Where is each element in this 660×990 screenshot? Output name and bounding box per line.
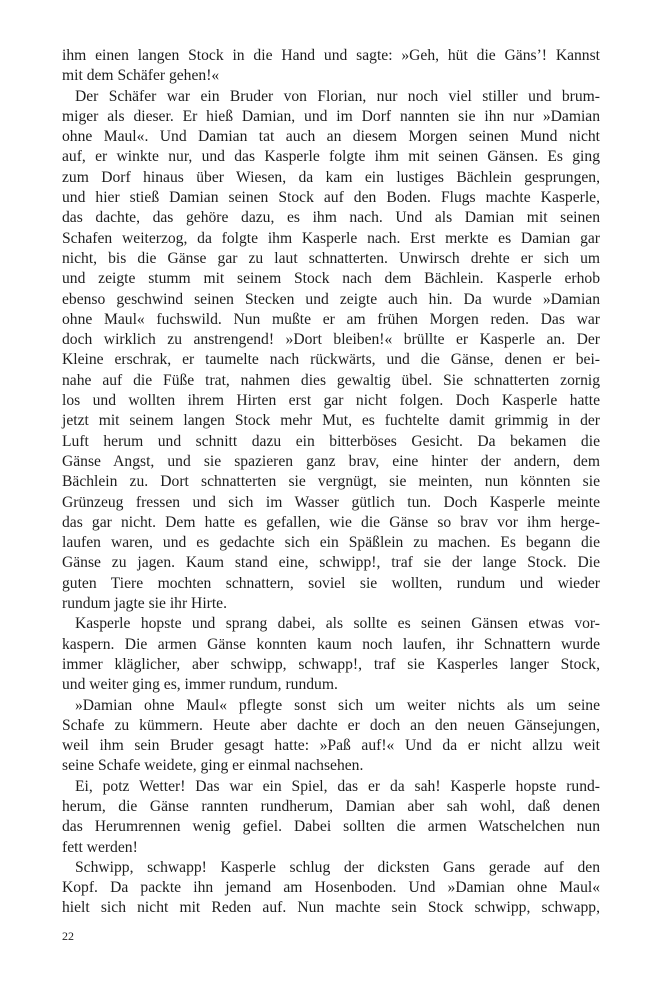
text-line: jetzt mit seinem langen Stock mehr Mut, es fuchtelte damit grimmig in der [62,412,600,430]
text-line: mit dem Schäfer gehen!« [62,67,220,85]
text-line: Gänse Angst, und sie spazieren ganz brav, eine hinter der andern, dem [62,452,600,470]
text-line: Gänse zu jagen. Kaum stand eine, schwipp!, traf sie der lange Stock. Die [62,554,600,572]
text-line: nahe auf die Füße trat, nahmen dies gewaltig übel. Sie schnatterten zornig [62,371,600,389]
text-line: und weiter ging es, immer rundum, rundum. [62,676,338,694]
text-line: und zeigte stumm mit seinem Stock nach dem Bächlein. Kasperle erhob [62,270,600,288]
page-number: 22 [62,929,74,943]
text-line: Schafe zu kümmern. Heute aber dachte er doch an den neuen Gänsejungen, [62,716,600,734]
text-line: Kopf. Da packte ihn jemand am Hosenboden. Und »Damian ohne Maul« [62,879,600,897]
text-line: herum, die Gänse rannten rundherum, Damian aber sah wohl, daß denen [62,797,600,815]
text-line: rundum jagte sie ihr Hirte. [62,595,227,613]
text-line: hielt sich nicht mit Reden auf. Nun machte sein Stock schwipp, schwapp, [62,899,600,917]
text-line: immer kläglicher, aber schwipp, schwapp!, traf sie Kasperles langer Stock, [62,655,600,673]
text-line: das gar nicht. Dem hatte es gefallen, wie die Gänse so brav vor ihm herge- [62,513,600,531]
text-line: kaspern. Die armen Gänse konnten kaum noch laufen, ihr Schnattern wurde [62,635,600,653]
text-line: seine Schafe weidete, ging er einmal nachsehen. [62,757,364,775]
text-line: Kasperle hopste und sprang dabei, als sollte es seinen Gänsen etwas vor- [75,615,600,633]
text-line: Ei, potz Wetter! Das war ein Spiel, das er da sah! Kasperle hopste rund- [75,777,600,795]
text-line: Der Schäfer war ein Bruder von Florian, nur noch viel stiller und brum- [75,87,600,105]
text-line: guten Tiere mochten schnattern, soviel sie wollten, rundum und wieder [62,574,600,592]
text-line: das dachte, das gehöre dazu, es ihm nach. Und als Damian mit seinen [62,209,600,227]
text-line: doch wirklich zu anstrengend! »Dort bleiben!« brüllte er Kasperle an. Der [62,331,600,349]
text-line: ebenso geschwind seinen Stecken und zeigte auch hin. Da wurde »Damian [62,290,600,308]
text-line: ohne Maul« fuchswild. Nun mußte er am frühen Morgen reden. Das war [62,310,600,328]
text-line: los und wollten ihrem Hirten erst gar nicht folgen. Doch Kasperle hatte [62,392,600,410]
text-line: das Herumrennen wenig gefiel. Dabei sollten die armen Watschelchen nun [62,818,600,836]
text-line: zum Dorf hinaus über Wiesen, da kam ein lustiges Bächlein gesprungen, [62,168,600,186]
text-line: fett werden! [62,838,138,856]
text-line: »Damian ohne Maul« pflegte sonst sich um weiter nichts als um seine [75,696,600,714]
text-line: ihm einen langen Stock in die Hand und sagte: »Geh, hüt die Gäns’! Kannst [62,47,600,64]
text-line: Schafen weiterzog, da folgte ihm Kasperle nach. Erst merkte es Damian gar [62,229,600,247]
text-line: Schwipp, schwapp! Kasperle schlug der dicksten Gans gerade auf den [75,858,600,876]
text-line: Grünzeug fressen und sich im Wasser gütlich tun. Doch Kasperle meinte [62,493,600,511]
text-line: Bächlein zu. Dort schnatterten sie vergnügt, sie meinten, nun könnten sie [62,473,600,491]
page-body-text [62,46,600,919]
text-line: weil ihm sein Bruder gesagt hatte: »Paß auf!« Und da er nicht allzu weit [62,737,600,755]
text-line: und hier stieß Damian seinen Stock auf den Boden. Flugs machte Kasperle, [62,189,600,207]
text-line: nicht, bis die Gänse gar zu laut schnatterten. Unwirsch drehte er sich um [62,249,600,267]
text-line: auf, er winkte nur, und das Kasperle folgte ihm mit seinen Gänsen. Es ging [62,148,600,166]
text-line: Luft herum und schnitt dazu ein bitterböses Gesicht. Da bekamen die [62,432,600,450]
text-line: Kleine erschrak, er taumelte nach rückwärts, und die Gänse, denen er bei- [62,351,600,369]
text-line: laufen waren, und es gedachte sich ein Späßlein zu machen. Es begann die [62,534,600,552]
text-line: ohne Maul«. Und Damian tat auch an diesem Morgen seinen Mund nicht [62,128,600,146]
text-line: miger als dieser. Er hieß Damian, und im Dorf nannten sie ihn nur »Damian [62,107,600,125]
